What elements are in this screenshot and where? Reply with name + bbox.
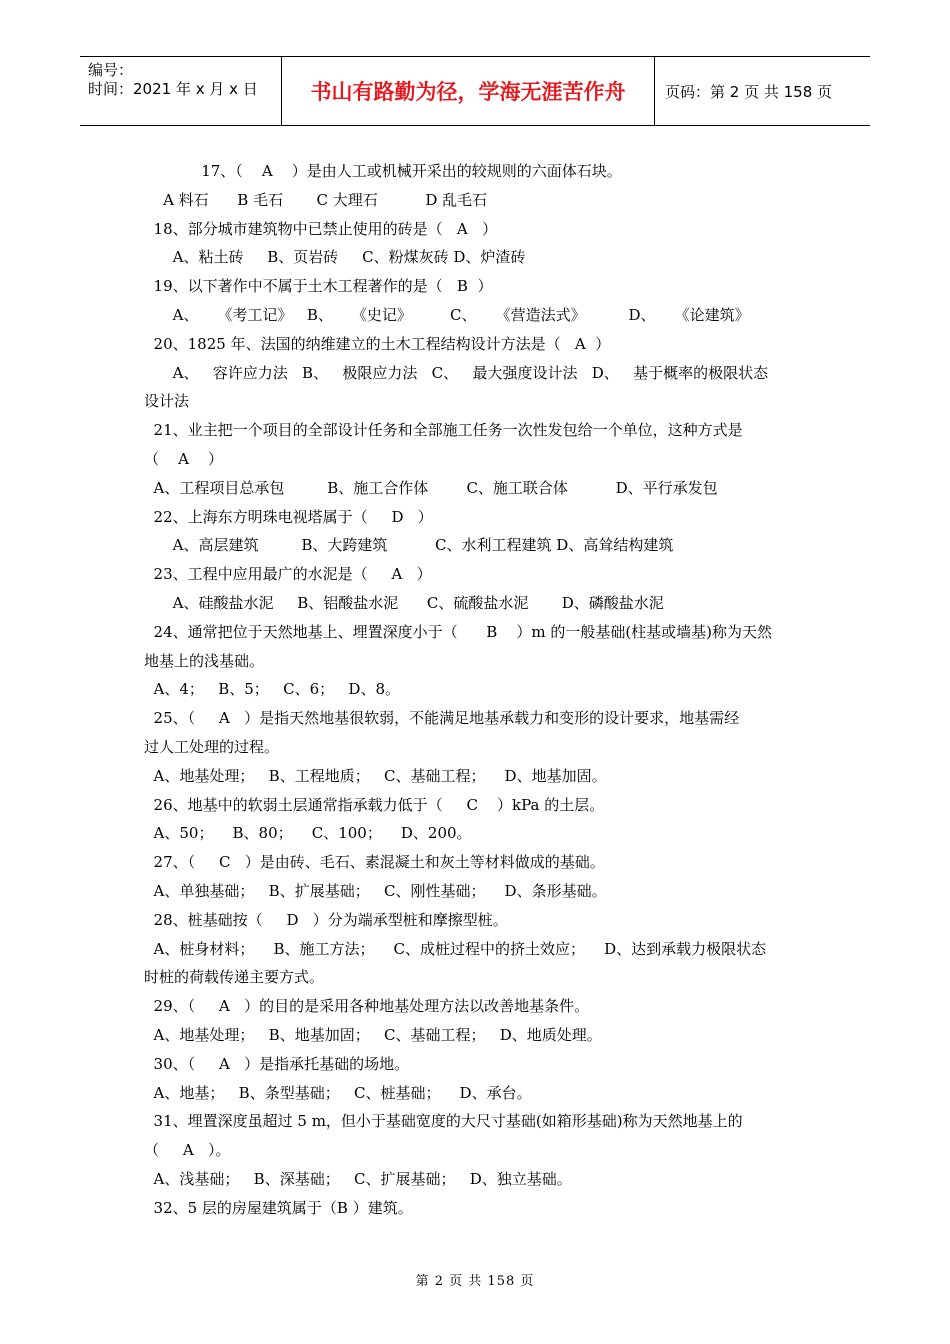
text-line: 20、1825 年、法国的纳维建立的土木工程结构设计方法是（ A ） bbox=[144, 334, 611, 353]
text-line: 时桩的荷载传递主要方式。 bbox=[144, 968, 325, 987]
header-motto: 书山有路勤为径，学海无涯苦作舟 bbox=[282, 57, 655, 125]
text-line: 22、上海东方明珠电视塔属于（ D ） bbox=[144, 507, 433, 526]
text-line: A、单独基础； B、扩展基础； C、刚性基础； D、条形基础。 bbox=[144, 881, 607, 900]
text-line: 29、（ A ）的目的是采用各种地基处理方法以改善地基条件。 bbox=[144, 997, 590, 1016]
text-line: 32、5 层的房屋建筑属于（B ）建筑。 bbox=[144, 1198, 413, 1217]
time-label: 时间：2021 年 x 月 x 日 bbox=[88, 80, 258, 98]
document-body bbox=[144, 157, 808, 1222]
text-line: A、硅酸盐水泥 B、铝酸盐水泥 C、硫酸盐水泥 D、磷酸盐水泥 bbox=[144, 593, 664, 612]
text-line: A、桩身材料； B、施工方法； C、成桩过程中的挤土效应； D、达到承载力极限状态 bbox=[144, 939, 767, 958]
text-line: A、浅基础； B、深基础； C、扩展基础； D、独立基础。 bbox=[144, 1169, 572, 1188]
text-line: A、高层建筑 B、大跨建筑 C、水利工程建筑 D、高耸结构建筑 bbox=[144, 536, 674, 555]
text-line: 18、部分城市建筑物中已禁止使用的砖是（ A ） bbox=[144, 219, 498, 238]
page-footer: 第 2 页 共 158 页 bbox=[415, 1274, 535, 1289]
text-line: A、4； B、5； C、6； D、8。 bbox=[144, 680, 400, 699]
text-line: A、粘土砖 B、页岩砖 C、粉煤灰砖 D、炉渣砖 bbox=[144, 248, 526, 267]
text-line: 23、工程中应用最广的水泥是（ A ） bbox=[144, 565, 432, 584]
text-line: A、地基处理； B、工程地质； C、基础工程； D、地基加固。 bbox=[144, 766, 607, 785]
text-line: 27、（ C ）是由砖、毛石、素混凝土和灰土等材料做成的基础。 bbox=[144, 853, 605, 872]
text-line: 30、（ A ）是指承托基础的场地。 bbox=[144, 1054, 410, 1073]
text-line: （ A ） bbox=[144, 449, 223, 468]
text-line: A、 《考工记》 B、 《史记》 C、 《营造法式》 D、 《论建筑》 bbox=[144, 305, 750, 324]
text-line: 地基上的浅基础。 bbox=[144, 651, 265, 670]
header-meta bbox=[80, 57, 282, 125]
header-page-info: 页码：第 2 页 共 158 页 bbox=[665, 82, 833, 101]
text-line: A、工程项目总承包 B、施工合作体 C、施工联合体 D、平行承发包 bbox=[144, 478, 718, 497]
text-line: 24、通常把位于天然地基上、埋置深度小于（ B ）m 的一般基础(柱基或墙基)称为天然 bbox=[144, 622, 773, 641]
text-line: A、地基； B、条型基础； C、桩基础； D、承台。 bbox=[144, 1083, 532, 1102]
text-line: A、50； B、80； C、100； D、200。 bbox=[144, 824, 472, 843]
page-header bbox=[80, 56, 870, 126]
text-line: A、地基处理； B、地基加固； C、基础工程； D、地质处理。 bbox=[144, 1025, 602, 1044]
text-line: 过人工处理的过程。 bbox=[144, 737, 280, 756]
text-line: 设计法 bbox=[144, 392, 190, 411]
text-line: 19、以下著作中不属于土木工程著作的是（ B ） bbox=[144, 277, 493, 296]
text-line: 17、（ A ）是由人工或机械开采出的较规则的六面体石块。 bbox=[144, 162, 622, 180]
number-label: 编号： bbox=[88, 61, 134, 79]
text-line: 21、业主把一个项目的全部设计任务和全部施工任务一次性发包给一个单位，这种方式是 bbox=[144, 421, 743, 440]
text-line: 26、地基中的软弱土层通常指承载力低于（ C ）kPa 的土层。 bbox=[144, 795, 605, 814]
text-line: 25、（ A ）是指天然地基很软弱，不能满足地基承载力和变形的设计要求，地基需经 bbox=[144, 709, 740, 728]
text-line: A、 容许应力法 B、 极限应力法 C、 最大强度设计法 D、 基于概率的极限状态 bbox=[144, 363, 769, 382]
text-line: 31、埋置深度虽超过 5 m，但小于基础宽度的大尺寸基础(如箱形基础)称为天然地基上的 bbox=[144, 1112, 743, 1131]
text-line: （ A ）。 bbox=[144, 1141, 231, 1160]
text-line: 28、桩基础按（ D ）分为端承型桩和摩擦型桩。 bbox=[144, 910, 508, 929]
text-line: A 料石 B 毛石 C 大理石 D 乱毛石 bbox=[144, 190, 488, 209]
